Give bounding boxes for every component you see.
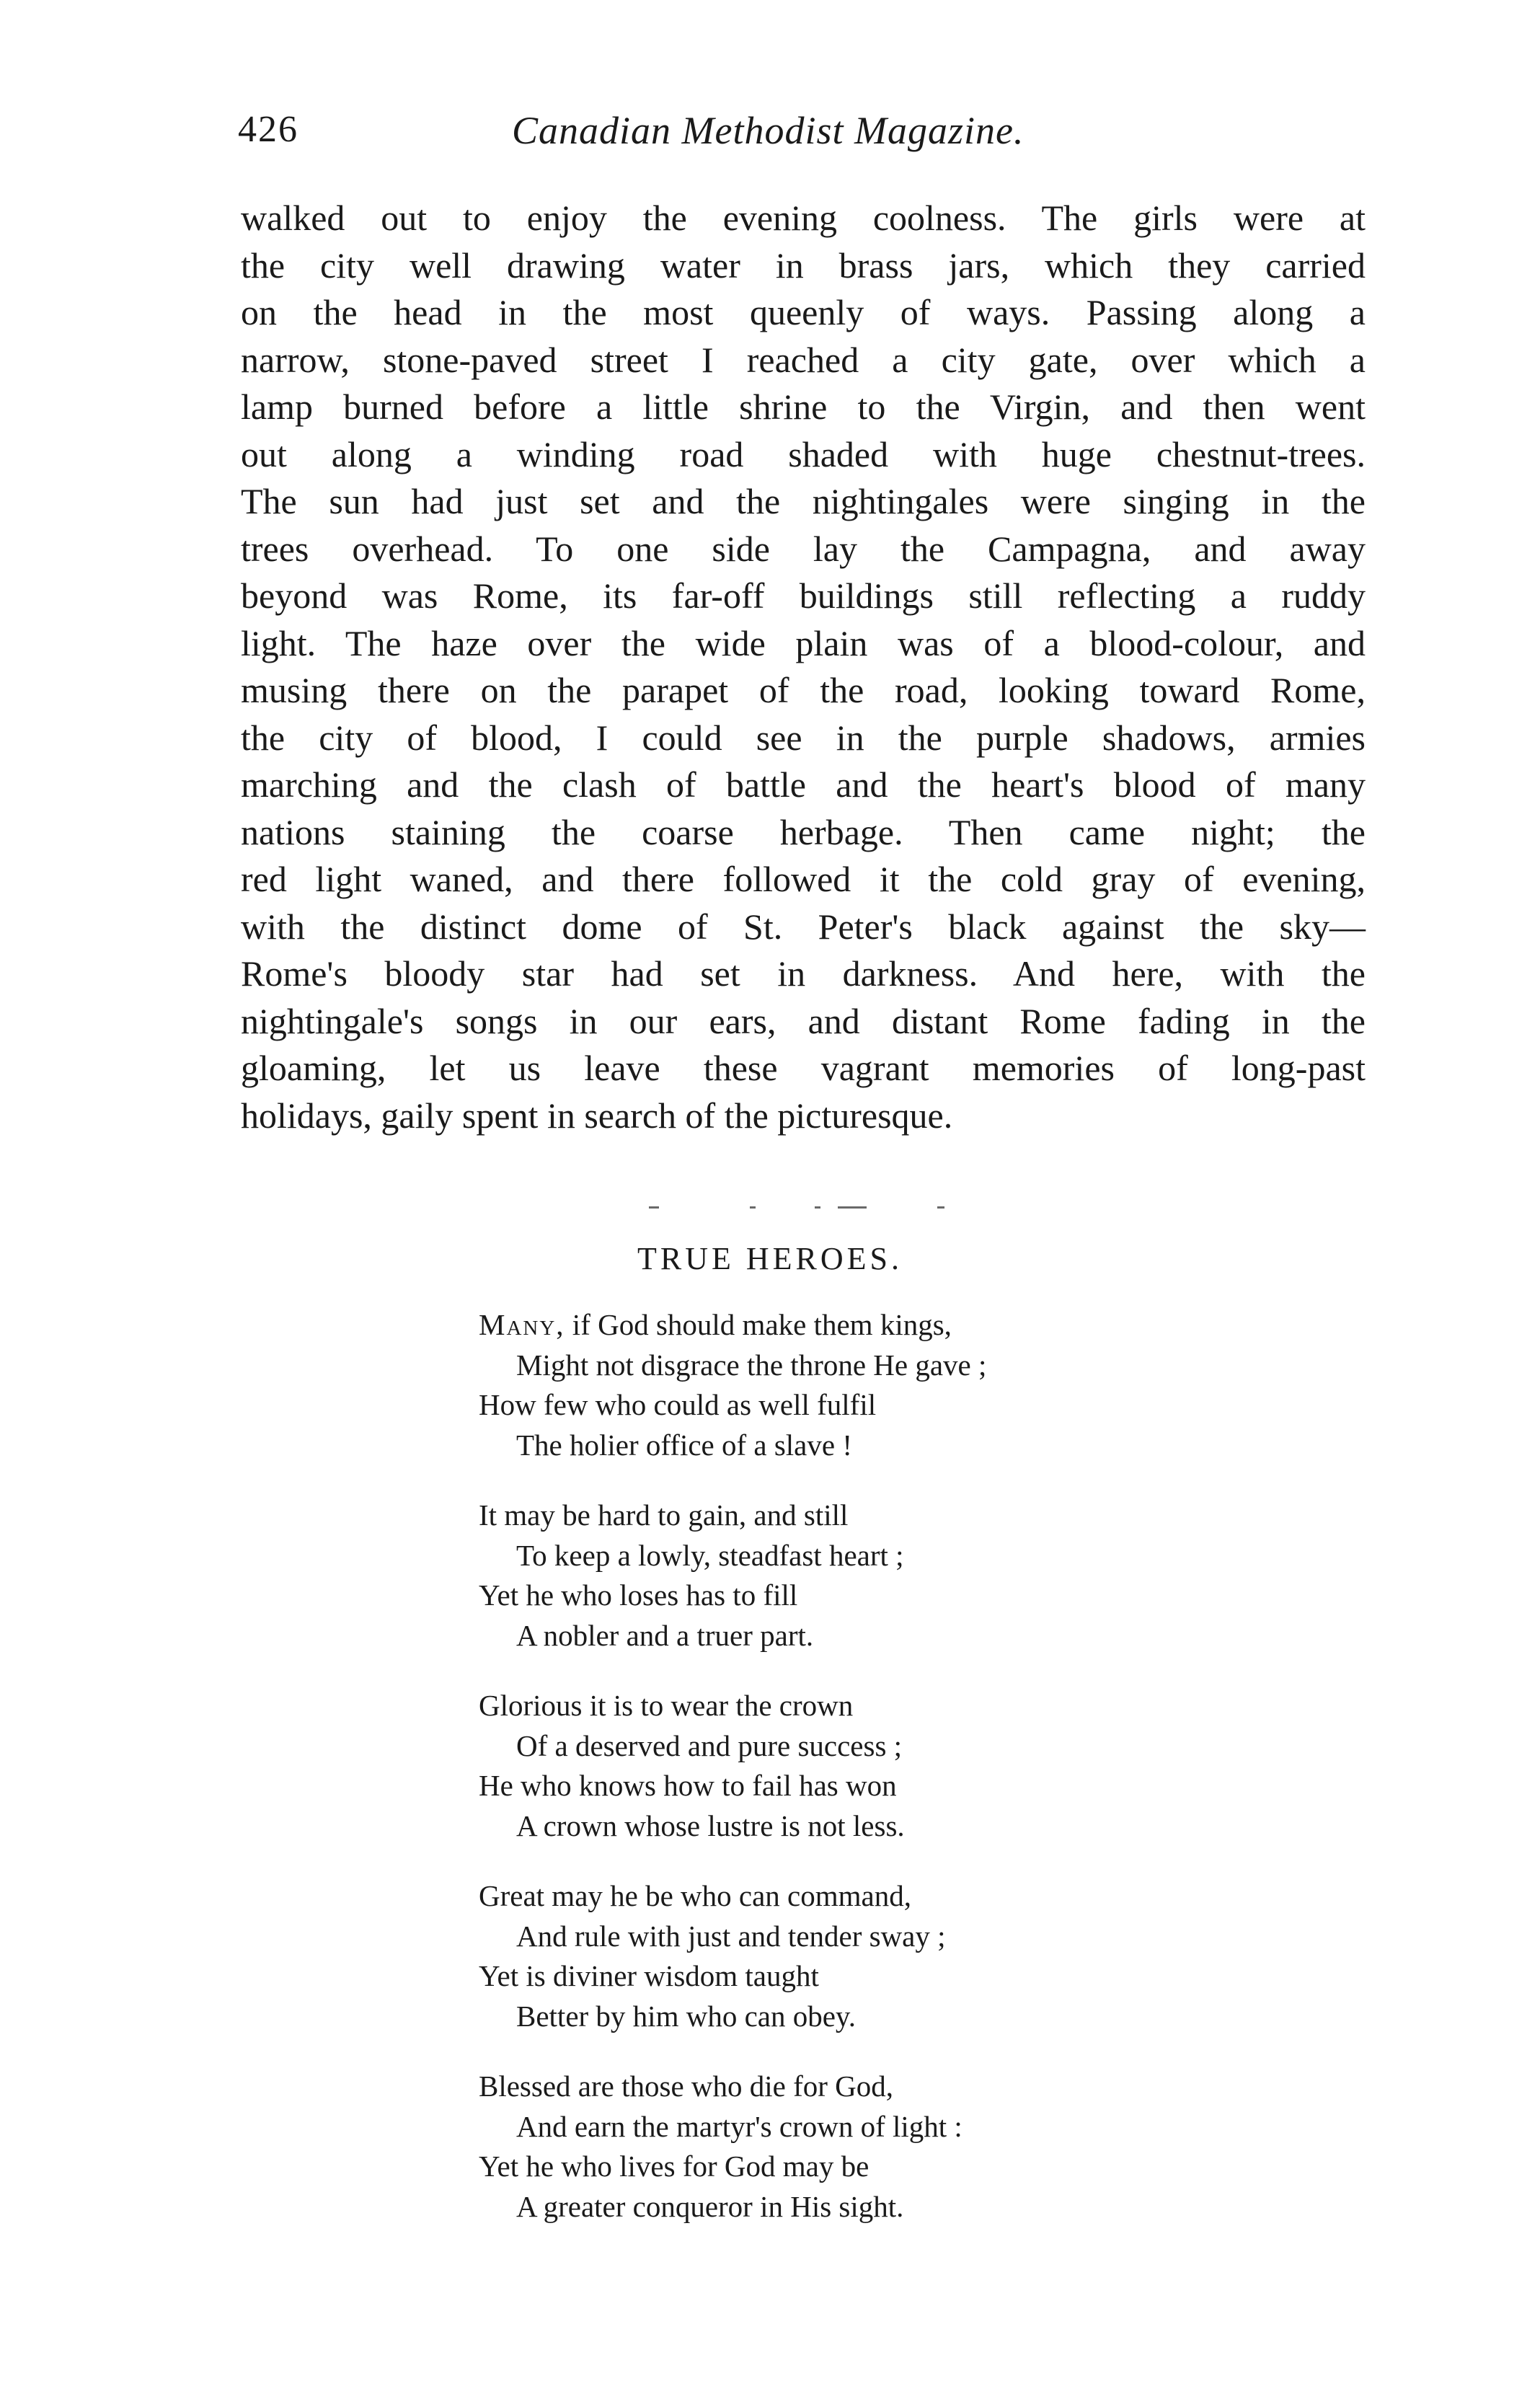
- verse-line: It may be hard to gain, and still: [479, 1498, 849, 1532]
- verse-line: And rule with just and tender sway ;: [516, 1919, 946, 1953]
- prose-line: marching and the clash of battle and the heart's blood of many: [241, 764, 1366, 805]
- stanza: [479, 1686, 1200, 1846]
- section-separator: [649, 1201, 966, 1215]
- prose-line: out along a winding road shaded with huge chestnut-trees.: [241, 433, 1366, 474]
- prose-body: [241, 195, 1366, 1139]
- prose-line: lamp burned before a little shrine to the Virgin, and then went: [241, 386, 1366, 427]
- verse-line: The holier office of a slave !: [516, 1428, 852, 1462]
- poem-title: TRUE HEROES.: [637, 1241, 903, 1276]
- verse-text: if God should make them kings,: [565, 1308, 952, 1341]
- verse-line: Yet he who lives for God may be: [479, 2150, 869, 2183]
- verse-line: He who knows how to fail has won: [479, 1769, 897, 1802]
- verse-line: And earn the martyr's crown of light :: [516, 2109, 962, 2143]
- stanza: [479, 1876, 1200, 2036]
- verse-line: How few who could as well fulfil: [479, 1388, 877, 1421]
- stanza: [479, 1305, 1200, 1465]
- prose-line: red light waned, and there followed it the cold gray of evening,: [241, 859, 1366, 899]
- verse-line: Yet he who loses has to fill: [479, 1578, 798, 1612]
- prose-line: musing there on the parapet of the road, looking toward Rome,: [241, 670, 1366, 710]
- prose-line: narrow, stone-paved street I reached a city gate, over which a: [241, 339, 1366, 380]
- prose-line: the city well drawing water in brass jars, which they carried: [241, 244, 1366, 286]
- verse-line: [479, 1305, 1200, 1346]
- prose-line: walked out to enjoy the evening coolness. The girls were at: [241, 198, 1366, 238]
- prose-line: trees overhead. To one side lay the Campagna, and away: [241, 528, 1366, 569]
- prose-line: nations staining the coarse herbage. Then came night; the: [241, 811, 1366, 852]
- verse-line: A crown whose lustre is not less.: [516, 1808, 905, 1842]
- verse-line: A nobler and a truer part.: [516, 1618, 814, 1652]
- verse-line: Glorious it is to wear the crown: [479, 1689, 854, 1722]
- verse-line: Of a deserved and pure success ;: [516, 1728, 903, 1762]
- page-number: 426: [238, 109, 298, 150]
- verse-line: Better by him who can obey.: [516, 1999, 856, 2033]
- prose-line: gloaming, let us leave these vagrant memories of long-past: [241, 1048, 1366, 1088]
- page-header: [238, 108, 1370, 166]
- prose-line: on the head in the most queenly of ways. Passing along a: [241, 292, 1366, 332]
- stanza: [479, 1496, 1200, 1656]
- verse-line: Blessed are those who die for God,: [479, 2069, 894, 2103]
- verse-line: To keep a lowly, steadfast heart ;: [516, 1538, 904, 1572]
- prose-line: the city of blood, I could see in the purple shadows, armies: [241, 717, 1366, 758]
- stanza: [479, 2067, 1200, 2227]
- prose-line: with the distinct dome of St. Peter's black against the sky—: [241, 906, 1366, 947]
- opening-word: Many,: [479, 1308, 565, 1341]
- prose-line: The sun had just set and the nightingales were singing in the: [241, 481, 1366, 521]
- running-title: Canadian Methodist Magazine.: [512, 109, 1025, 152]
- prose-line: Rome's bloody star had set in darkness. And here, with the: [241, 953, 1366, 994]
- poem: [479, 1305, 1200, 2257]
- prose-line: nightingale's songs in our ears, and distant Rome fading in the: [241, 1000, 1366, 1041]
- verse-line: Great may he be who can command,: [479, 1879, 911, 1912]
- verse-line: Might not disgrace the throne He gave ;: [516, 1348, 987, 1382]
- prose-line: light. The haze over the wide plain was of a blood-colour, and: [241, 622, 1366, 663]
- prose-line: beyond was Rome, its far-off buildings still reflecting a ruddy: [241, 575, 1366, 616]
- prose-line: holidays, gaily spent in search of the picturesque.: [241, 1095, 953, 1136]
- verse-line: A greater conqueror in His sight.: [516, 2189, 904, 2223]
- verse-line: Yet is diviner wisdom taught: [479, 1959, 819, 1992]
